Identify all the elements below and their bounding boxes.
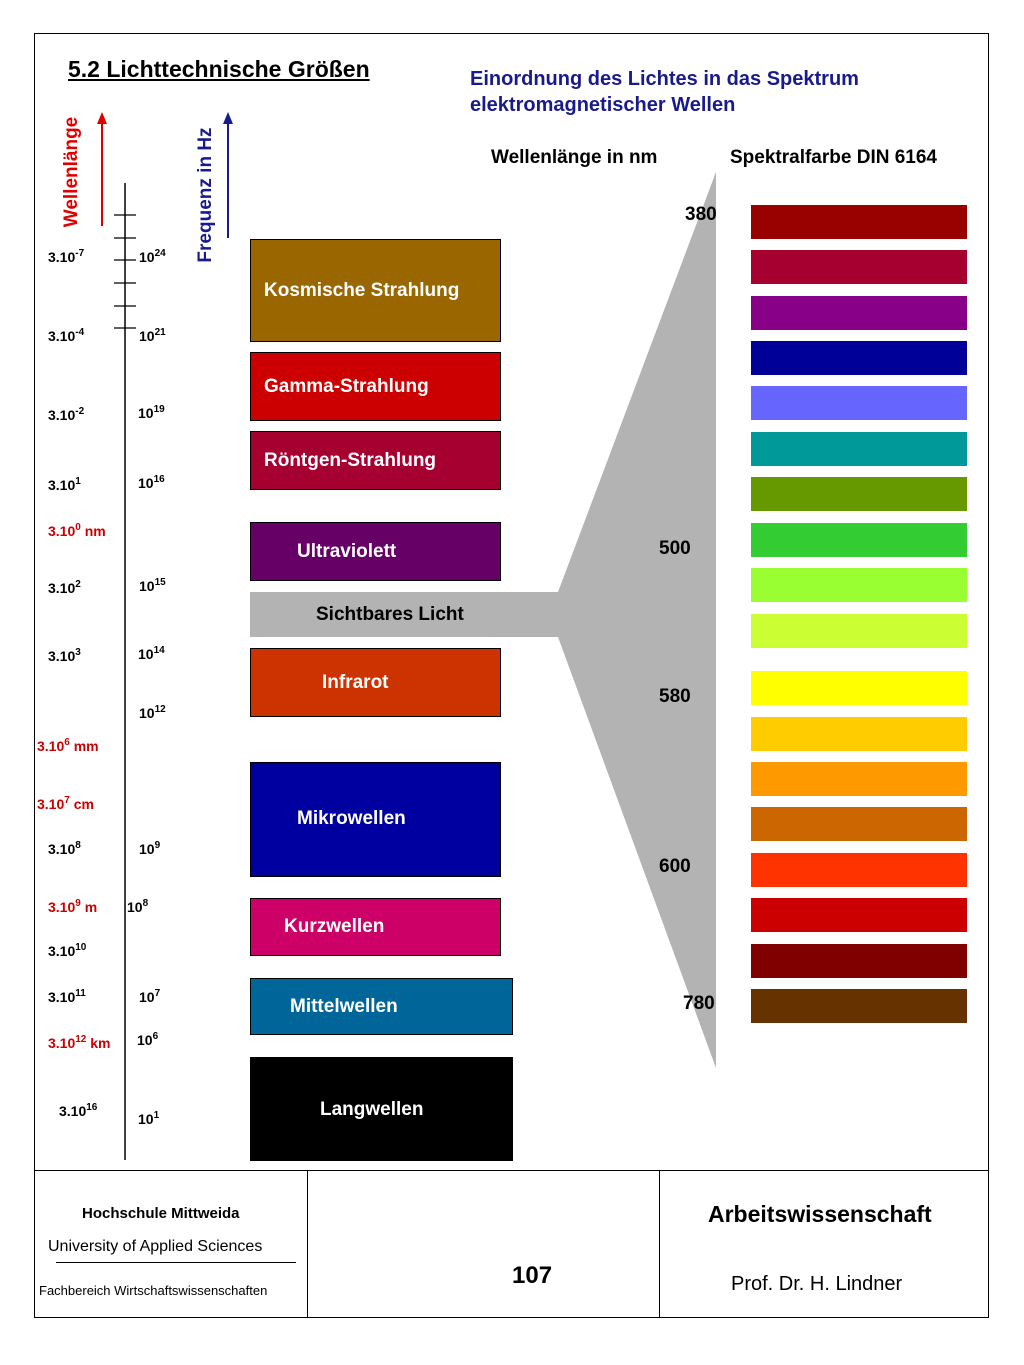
frequency-tick-label: [139, 705, 166, 721]
tick-unit: mm: [69, 738, 99, 754]
tick-base: 3.10: [48, 580, 76, 596]
tick-exponent: -7: [75, 248, 85, 259]
band-label: Kosmische Strahlung: [264, 280, 460, 301]
color-swatch: [751, 898, 967, 932]
tick-base: 3.10: [37, 796, 65, 812]
visible-light-label: Sichtbares Licht: [316, 604, 464, 625]
frequency-axis-label-box: [186, 110, 226, 280]
tick-base: 3.10: [48, 1035, 76, 1051]
tick-exponent: 16: [86, 1102, 98, 1113]
color-swatch: [751, 717, 967, 751]
tick-base: 3.10: [48, 899, 76, 915]
wavelength-tick-label-unit: [37, 738, 99, 754]
footer-column-divider: [307, 1170, 308, 1318]
wavelength-tick-label: [48, 477, 81, 493]
tick-exponent: 9: [154, 840, 161, 851]
frequency-tick-label: [138, 1111, 159, 1127]
color-swatch: [751, 477, 967, 511]
frequency-tick-label: [138, 405, 165, 421]
page-number: 107: [512, 1262, 553, 1289]
page-title: 5.2 Lichttechnische Größen: [68, 56, 370, 82]
color-swatch: [751, 944, 967, 978]
tick-base: 3.10: [48, 943, 76, 959]
tick-exponent: -2: [75, 406, 85, 417]
tick-unit: m: [80, 899, 98, 915]
frequency-tick-label: [138, 475, 165, 491]
frequency-tick-label: [139, 328, 166, 344]
frequency-tick-label: [137, 1032, 158, 1048]
tick-exponent: 21: [154, 327, 166, 338]
wavelength-nm-header: Wellenlänge in nm: [491, 147, 658, 168]
wavelength-mark: 380: [685, 204, 717, 225]
tick-exponent: 19: [153, 404, 165, 415]
color-swatch: [751, 568, 967, 602]
tick-base: 3.10: [48, 328, 76, 344]
frequency-tick-label: [138, 646, 165, 662]
color-swatch: [751, 671, 967, 705]
color-swatch: [751, 432, 967, 466]
footer-column-divider: [659, 1170, 660, 1318]
wavelength-mark: 600: [659, 856, 691, 877]
tick-exponent: 11: [75, 988, 86, 999]
wavelength-tick-label: [48, 648, 81, 664]
color-swatch: [751, 386, 967, 420]
tick-unit: km: [86, 1035, 111, 1051]
tick-exponent: 6: [64, 737, 70, 748]
tick-exponent: 7: [154, 988, 161, 999]
tick-exponent: 15: [154, 577, 166, 588]
tick-base: 10: [139, 249, 155, 265]
tick-base: 10: [139, 705, 155, 721]
frequency-tick-label: [139, 989, 160, 1005]
color-swatch: [751, 205, 967, 239]
frequency-tick-label: [139, 578, 166, 594]
tick-exponent: 7: [64, 795, 70, 806]
footer-underline: [56, 1262, 296, 1263]
color-swatch: [751, 341, 967, 375]
band-label: Kurzwellen: [284, 916, 385, 937]
tick-exponent: 16: [153, 474, 165, 485]
subtitle-line: elektromagnetischer Wellen: [470, 94, 736, 116]
tick-exponent: 1: [75, 476, 81, 487]
author-name: Prof. Dr. H. Lindner: [731, 1273, 903, 1295]
tick-exponent: 12: [154, 704, 166, 715]
tick-base: 10: [139, 989, 155, 1005]
tick-exponent: 2: [75, 579, 81, 590]
wavelength-tick-label: [48, 249, 84, 265]
tick-base: 10: [139, 841, 155, 857]
wavelength-tick-label: [48, 328, 84, 344]
color-swatch: [751, 989, 967, 1023]
wavelength-axis-label: Wellenlänge: [61, 116, 82, 228]
tick-base: 3.10: [48, 989, 76, 1005]
wavelength-mark: 500: [659, 538, 691, 559]
wavelength-tick-label-unit: [48, 523, 106, 539]
wavelength-tick-label: [48, 841, 81, 857]
course-title: Arbeitswissenschaft: [708, 1201, 932, 1227]
wavelength-tick-label: [48, 943, 86, 959]
tick-unit: nm: [80, 523, 106, 539]
tick-exponent: 12: [75, 1034, 87, 1045]
tick-base: 10: [127, 899, 143, 915]
wavelength-tick-label: [59, 1103, 97, 1119]
footer-divider: [34, 1170, 989, 1171]
frequency-tick-label: [139, 841, 160, 857]
tick-base: 10: [137, 1032, 153, 1048]
tick-exponent: 8: [142, 898, 149, 909]
tick-exponent: 10: [75, 942, 87, 953]
tick-base: 3.10: [59, 1103, 87, 1119]
tick-exponent: 8: [75, 840, 81, 851]
tick-base: 3.10: [48, 523, 76, 539]
wavelength-mark: 780: [683, 993, 715, 1014]
color-swatch: [751, 614, 967, 648]
wavelength-tick-label-unit: [48, 899, 97, 915]
tick-base: 10: [138, 646, 154, 662]
wavelength-tick-label: [48, 580, 81, 596]
wavelength-arrow-head: [97, 112, 107, 124]
tick-base: 3.10: [48, 841, 76, 857]
color-swatch: [751, 807, 967, 841]
color-swatch: [751, 853, 967, 887]
frequency-tick-label: [139, 249, 166, 265]
band-label: Mikrowellen: [297, 808, 406, 829]
tick-base: 10: [139, 578, 155, 594]
department-name: Fachbereich Wirtschaftswissenschaften: [39, 1283, 268, 1298]
tick-exponent: 14: [153, 645, 165, 656]
subtitle-line: Einordnung des Lichtes in das Spektrum: [470, 68, 859, 90]
tick-base: 3.10: [48, 477, 76, 493]
institution-english-name: University of Applied Sciences: [48, 1238, 263, 1255]
frequency-axis-label: Frequenz in Hz: [195, 127, 216, 263]
wavelength-tick-label: [48, 989, 86, 1005]
wavelength-tick-label: [48, 407, 84, 423]
wavelength-axis-label-box: [52, 110, 92, 235]
tick-base: 3.10: [48, 648, 76, 664]
band-label: Ultraviolett: [297, 541, 397, 562]
tick-base: 10: [138, 405, 154, 421]
wavelength-mark: 580: [659, 686, 691, 707]
spectral-color-header: Spektralfarbe DIN 6164: [730, 147, 937, 168]
tick-exponent: -4: [75, 327, 85, 338]
color-swatch: [751, 296, 967, 330]
band-label: Infrarot: [322, 672, 389, 693]
band-label: Mittelwellen: [290, 996, 398, 1017]
color-swatch: [751, 250, 967, 284]
color-swatch: [751, 523, 967, 557]
tick-base: 3.10: [48, 407, 76, 423]
tick-base: 10: [138, 1111, 154, 1127]
tick-exponent: 24: [154, 248, 166, 259]
tick-base: 10: [138, 475, 154, 491]
band-label: Röntgen-Strahlung: [264, 450, 437, 471]
tick-unit: cm: [69, 796, 94, 812]
tick-exponent: 6: [152, 1031, 159, 1042]
institution-name: Hochschule Mittweida: [82, 1205, 240, 1222]
band-label: Gamma-Strahlung: [264, 376, 429, 397]
color-swatch: [751, 762, 967, 796]
tick-exponent: 3: [75, 647, 81, 658]
wavelength-tick-label-unit: [48, 1035, 111, 1051]
tick-base: 3.10: [37, 738, 65, 754]
tick-exponent: 1: [153, 1110, 160, 1121]
tick-base: 10: [139, 328, 155, 344]
wavelength-tick-label-unit: [37, 796, 94, 812]
frequency-tick-label: [127, 899, 148, 915]
tick-base: 3.10: [48, 249, 76, 265]
tick-exponent: 0: [75, 522, 81, 533]
tick-exponent: 9: [75, 898, 81, 909]
band-label: Langwellen: [320, 1099, 424, 1120]
